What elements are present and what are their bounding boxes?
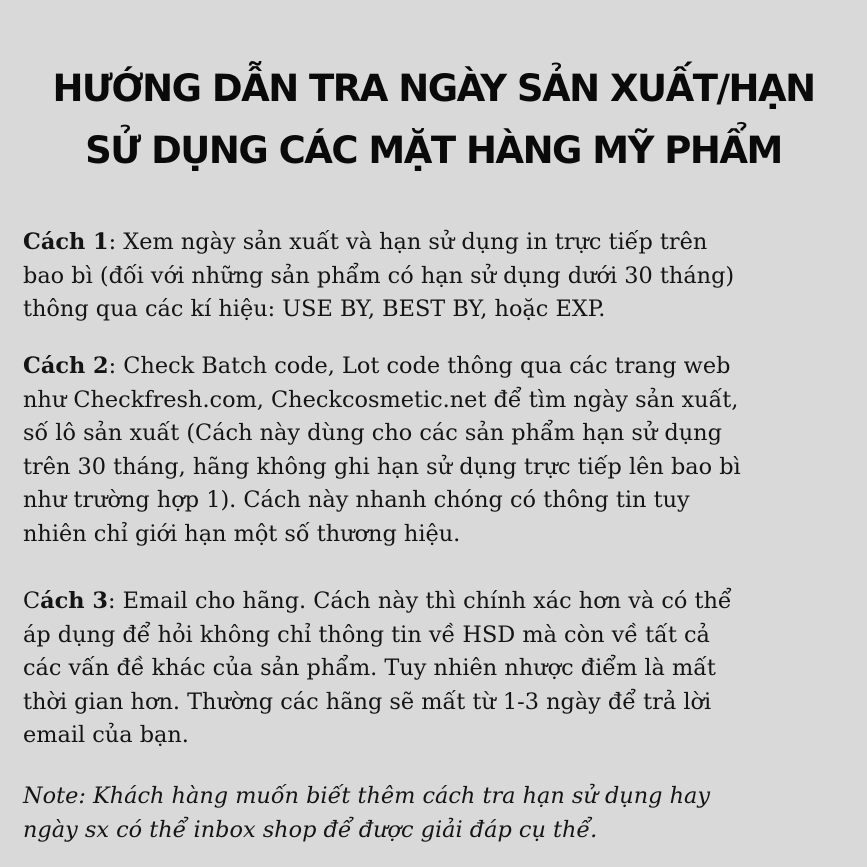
method-3-line-2: áp dụng để hỏi không chỉ thông tin về HSD mà còn về tất cả [23,621,710,648]
method-2-line-2: như Checkfresh.com, Checkcosmetic.net để tìm ngày sản xuất, [23,386,739,413]
method-1-line-1 [23,226,853,260]
method-1-paragraph [23,226,853,327]
method-3-label: ách 3 [40,588,108,614]
method-1-line-2: bao bì (đối với những sản phẩm có hạn sử dụng dưới 30 tháng) [23,262,735,289]
method-1-label: Cách 1 [23,229,109,255]
method-1-line-3: thông qua các kí hiệu: USE BY, BEST BY, hoặc EXP. [23,296,606,322]
method-1-text-1: : Xem ngày sản xuất và hạn sử dụng in trực tiếp trên [108,229,708,255]
method-3-line-3: các vấn đề khác của sản phẩm. Tuy nhiên nhược điểm là mất [23,655,716,681]
method-2-line-5: như trường hợp 1). Cách này nhanh chóng có thông tin tuy [23,487,690,513]
method-3-line-5: email của bạn. [23,722,189,748]
method-3-label-prefix: C [23,588,41,614]
method-2-paragraph [23,350,853,551]
method-2-text-1: : Check Batch code, Lot code thông qua các trang web [108,353,731,379]
method-3-paragraph [23,585,853,753]
title-line-2: SỬ DỤNG CÁC MẶT HÀNG MỸ PHẨM [85,129,782,172]
note-line-2: ngày sx có thể inbox shop để được giải đáp cụ thể. [23,816,598,843]
method-2-line-1 [23,350,853,384]
method-2-line-4: trên 30 tháng, hãng không ghi hạn sử dụng trực tiếp lên bao bì [23,453,741,480]
method-3-line-4: thời gian hơn. Thường các hãng sẽ mất từ 1-3 ngày để trả lời [23,688,712,715]
note-line-1: Note: Khách hàng muốn biết thêm cách tra hạn sử dụng hay [23,783,711,809]
method-3-text-1: : Email cho hãng. Cách này thì chính xác hơn và có thể [107,588,732,614]
method-2-line-3: số lô sản xuất (Cách này dùng cho các sản phẩm hạn sử dụng [23,420,722,446]
note-paragraph [23,780,853,847]
method-3-line-1 [23,585,853,619]
method-2-label: Cách 2 [23,353,109,379]
page-title [0,58,867,182]
title-line-1: HƯỚNG DẪN TRA NGÀY SẢN XUẤT/HẠN [52,67,815,110]
method-2-line-6: nhiên chỉ giới hạn một số thương hiệu. [23,520,461,547]
